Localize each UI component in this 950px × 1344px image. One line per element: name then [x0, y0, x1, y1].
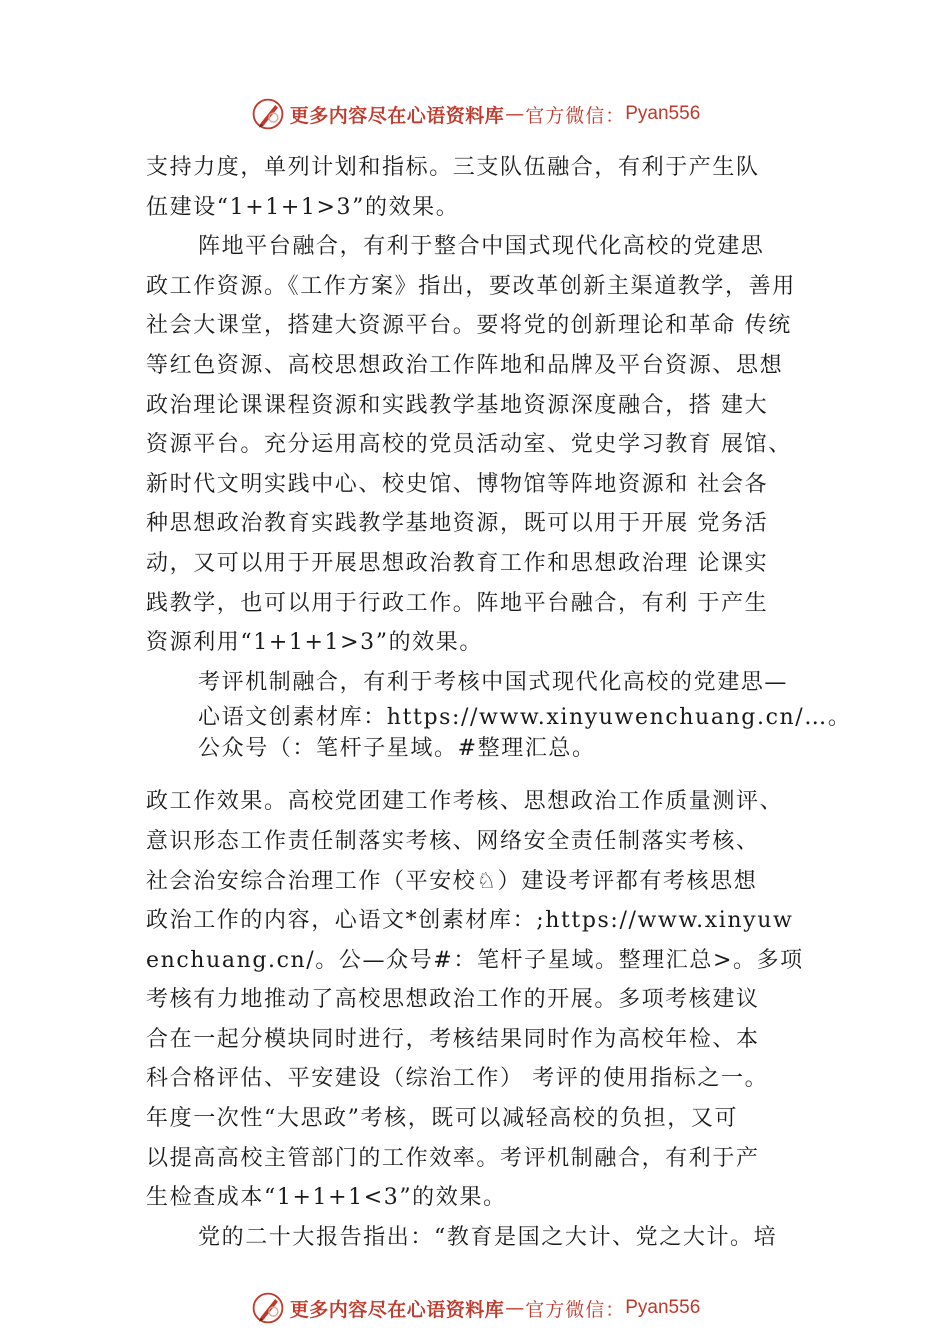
footer-wechat-id: Pyan556 — [625, 1297, 701, 1318]
pen-logo-icon — [250, 1290, 286, 1326]
body-line: 伍建设“1+1+1>3”的效果。 — [146, 194, 460, 220]
body-line: 政治工作的内容，心语文*创素材库：;https://www.xinyuw — [146, 908, 794, 934]
body-line: 科合格评估、平安建设（综治工作） 考评的使用指标之一。 — [146, 1066, 769, 1092]
header-banner — [0, 94, 950, 134]
footer-brand-text: 更多内容尽在心语资料库 — [289, 1298, 505, 1321]
body-line: 资源利用“1+1+1>3”的效果。 — [146, 630, 483, 656]
body-line: 践教学，也可以用于行政工作。阵地平台融合，有利 于产生 — [146, 590, 769, 616]
body-line: 资源平台。充分运用高校的党员活动室、党史学习教育 展馆、 — [146, 432, 792, 458]
body-line: 党的二十大报告指出：“教育是国之大计、党之大计。培 — [198, 1224, 778, 1250]
body-line: 意识形态工作责任制落实考核、网络安全责任制落实考核、 — [146, 828, 760, 854]
footer-banner — [0, 1288, 950, 1328]
body-line: 考评机制融合，有利于考核中国式现代化高校的党建思— — [198, 669, 789, 695]
body-line: 考核有力地推动了高校思想政治工作的开展。多项考核建议 — [146, 987, 760, 1013]
body-line: 合在一起分模块同时进行，考核结果同时作为高校年检、本 — [146, 1026, 760, 1052]
pen-logo-icon — [250, 96, 286, 132]
footer-separator: — — [505, 1297, 525, 1319]
body-line: 支持力度，单列计划和指标。三支队伍融合，有利于产生队 — [146, 155, 760, 180]
body-line: 政治理论课课程资源和实践教学基地资源深度融合，搭 建大 — [146, 392, 769, 418]
footer-wechat-label: 官方微信： — [525, 1298, 626, 1321]
body-line: 政工作资源。《工作方案》指出，要改革创新主渠道教学，善用 — [146, 273, 796, 299]
paragraph-gap — [146, 764, 836, 782]
body-line: enchuang.cn/。公—众号#：笔杆子星域。整理汇总>。多项 — [146, 947, 804, 973]
body-line: 等红色资源、高校思想政治工作阵地和品牌及平台资源、思想 — [146, 352, 784, 378]
body-line: 年度一次性“大思政”考核，既可以减轻高校的负担，又可 — [146, 1106, 739, 1132]
header-separator: — — [505, 103, 525, 125]
document-body — [146, 148, 852, 1257]
header-wechat-label: 官方微信： — [525, 104, 626, 127]
watermark-line: 心语文创素材库：https://www.xinyuwenchuang.cn/…。 — [198, 705, 852, 731]
body-line: 社会治安综合治理工作（平安校♘）建设考评都有考核思想 — [146, 868, 758, 894]
body-line: 生检查成本“1+1+1<3”的效果。 — [146, 1185, 507, 1211]
body-line: 种思想政治教育实践教学基地资源，既可以用于开展 党务活 — [146, 511, 769, 537]
body-line: 阵地平台融合，有利于整合中国式现代化高校的党建思 — [198, 234, 765, 260]
body-line: 动，又可以用于开展思想政治教育工作和思想政治理 论课实 — [146, 550, 769, 576]
header-brand-text: 更多内容尽在心语资料库 — [289, 104, 505, 127]
header-wechat-id: Pyan556 — [625, 103, 701, 124]
body-line: 社会大课堂，搭建大资源平台。要将党的创新理论和革命 传统 — [146, 313, 792, 339]
body-line: 新时代文明实践中心、校史馆、博物馆等阵地资源和 社会各 — [146, 471, 769, 497]
body-line: 以提高高校主管部门的工作效率。考评机制融合，有利于产 — [146, 1145, 760, 1171]
watermark-line: 公众号（：笔杆子星域。#整理汇总。 — [198, 736, 596, 762]
body-line: 政工作效果。高校党团建工作考核、思想政治工作质量测评、 — [146, 789, 784, 815]
